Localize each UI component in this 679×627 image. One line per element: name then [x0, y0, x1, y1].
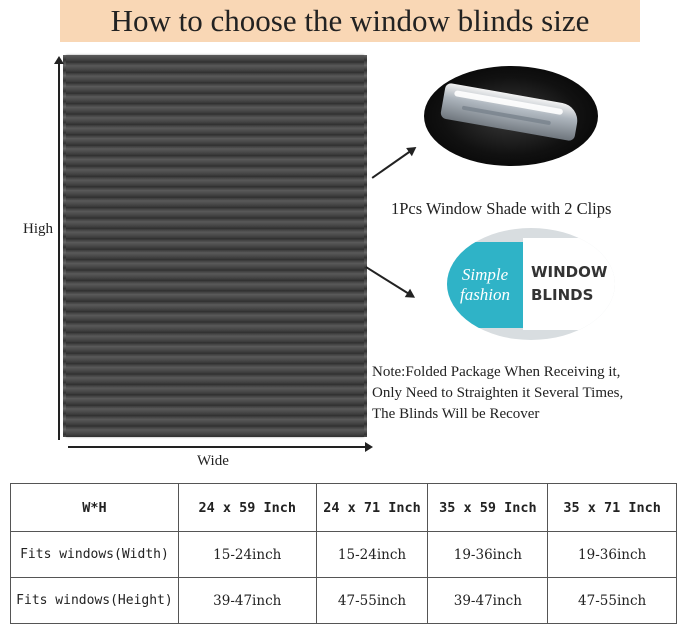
table-row-label: Fits windows(Width) — [11, 532, 179, 578]
table-header-row — [11, 484, 677, 532]
note-line: Note:Folded Package When Receiving it, — [372, 364, 621, 380]
table-cell: 15-24inch — [316, 532, 428, 578]
pleated-blind-image — [66, 55, 364, 437]
brand-label-photo — [447, 228, 615, 340]
table-header-cell: W*H — [11, 484, 179, 532]
table-cell: 39-47inch — [178, 578, 316, 624]
table-row — [11, 578, 677, 624]
table-cell: 19-36inch — [428, 532, 548, 578]
brand-teal-panel — [447, 242, 523, 328]
brand-text-simple: Simple — [461, 265, 509, 284]
table-header-cell: 24 x 71 Inch — [316, 484, 428, 532]
clip-photo — [424, 66, 598, 166]
size-table — [10, 483, 677, 624]
height-label: High — [23, 221, 53, 237]
width-label: Wide — [197, 453, 229, 469]
brand-text-window: WINDOW — [531, 263, 608, 281]
brand-text-fashion: fashion — [459, 285, 511, 304]
table-cell: 47-55inch — [548, 578, 677, 624]
package-caption: 1Pcs Window Shade with 2 Clips — [391, 199, 612, 218]
table-cell: 39-47inch — [428, 578, 548, 624]
table-header-cell: 35 x 59 Inch — [428, 484, 548, 532]
table-header-cell: 35 x 71 Inch — [548, 484, 677, 532]
brand-text-blinds: BLINDS — [531, 286, 594, 304]
table-cell: 47-55inch — [316, 578, 428, 624]
table-row — [11, 532, 677, 578]
note-line: Only Need to Straighten it Several Times, — [372, 385, 624, 401]
table-row-label: Fits windows(Height) — [11, 578, 179, 624]
arrow-to-label-icon — [366, 266, 414, 297]
arrow-to-clip-icon — [372, 147, 415, 178]
table-cell: 19-36inch — [548, 532, 677, 578]
note-line: The Blinds Will be Recover — [372, 406, 540, 422]
width-arrow — [68, 446, 370, 448]
clip-icon — [440, 82, 580, 141]
height-arrow — [58, 58, 60, 440]
title-banner — [60, 0, 640, 42]
brand-white-panel — [523, 238, 615, 330]
page-title: How to choose the window blinds size — [110, 3, 590, 38]
table-cell: 15-24inch — [178, 532, 316, 578]
table-header-cell: 24 x 59 Inch — [178, 484, 316, 532]
folded-package-note — [372, 362, 623, 425]
